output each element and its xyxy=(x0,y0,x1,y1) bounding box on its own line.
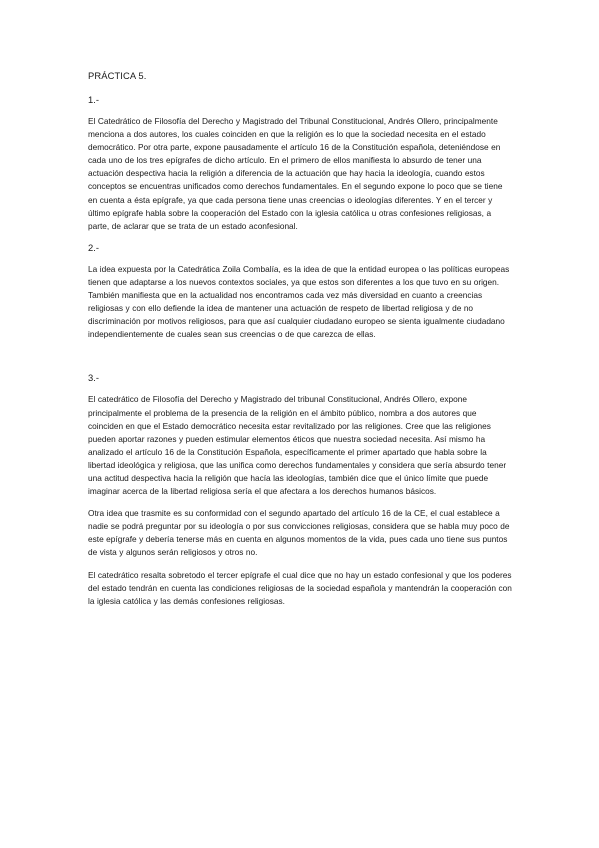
section-2 xyxy=(88,242,512,342)
section-number: 1.- xyxy=(88,94,99,105)
paragraph: El catedrático resalta sobretodo el tercer epígrafe el cual dice que no hay un estado confesional y que los poderes del estado tendrán en cuenta las condiciones religiosas de la sociedad española y mantendrán la cooperación con la iglesia católica y las demás confesiones religiosas. xyxy=(88,569,512,606)
section-number: 2.- xyxy=(88,241,99,253)
paragraph: El catedrático de Filosofía del Derecho y Magistrado del tribunal Constitucional, Andrés Ollero, expone principalmente el problema de la presencia de la religión en el ámbito público, nombra a dos autores que coinciden en que el Estado democrático necesita estar revitalizado por las religiones. Cree que las religiones pueden aportar razones y pueden estimular elementos éticos que nuestra sociedad necesita. Así mismo ha analizado el artículo 16 de la Constitución Española, específicamente el primer apartado que habla sobre la libertad ideológica y religiosa, que las unifica como derechos fundamentales y considera que sería absurdo tener una actitud despectiva hacia la religión que hacía las ideologías, también dice que el único límite que puede imaginar acerca de la libertad religiosa sería el que afectara a los derechos humanos básicos. xyxy=(88,394,507,497)
section-number: 3.- xyxy=(88,372,99,384)
paragraph: La idea expuesta por la Catedrática Zoila Combalía, es la idea de que la entidad europea o las políticas europeas tienen que adaptarse a los nuevos contextos sociales, ya que estos son diferentes a los que tuvo en su origen. También manifiesta que en la actualidad nos encontramos cada vez más diversidad en cuanto a creencias religiosas y con ello defiende la idea de mantener una actuación de respeto de libertad religiosa y de no discriminación por motivos religiosos, para que así cualquier ciudadano europeo se sienta igualmente ciudadano independientemente de cuales sean sus creencias o de que carezca de ellas. xyxy=(88,263,510,340)
section-1 xyxy=(88,94,512,233)
paragraph: Otra idea que trasmite es su conformidad con el segundo apartado del artículo 16 de la CE, el cual establece a nadie se podrá preguntar por su ideología o por sus convicciones religiosas, considera que se habla muy poco de este epígrafe y debería tenerse más en cuenta en algunos momentos de la vida, pues cada uno tiene sus puntos de vista y algunos serán religiosos y otros no. xyxy=(88,508,510,558)
spacer xyxy=(88,350,512,372)
page-title: PRÁCTICA 5. xyxy=(88,70,147,81)
paragraph: El Catedrático de Filosofía del Derecho y Magistrado del Tribunal Constitucional, Andrés Ollero, principalmente menciona a dos autores, los cuales coinciden en que la religión es lo que la sociedad necesita en el estado democrático. Por otra parte, expone pausadamente el artículo 16 de la Constitución española, deteniéndose en cada uno de los tres epígrafes de dicho artículo. En el primero de ellos manifiesta lo absurdo de tener una actuación despectiva hacia la religión a diferencia de la actuación que hay hacia la ideología, cuando estos conceptos se encuentras unificados como derechos fundamentales. En el segundo expone lo poco que se tiene en cuenta a ésta epígrafe, ya que cada persona tiene unas creencias o ideologías diferentes. Y en el tercer y último epígrafe habla sobre la cooperación del Estado con la iglesia católica u otras confesiones religiosas, a parte, de aclarar que se trata de un estado aconfesional. xyxy=(88,116,503,231)
section-3 xyxy=(88,372,512,607)
